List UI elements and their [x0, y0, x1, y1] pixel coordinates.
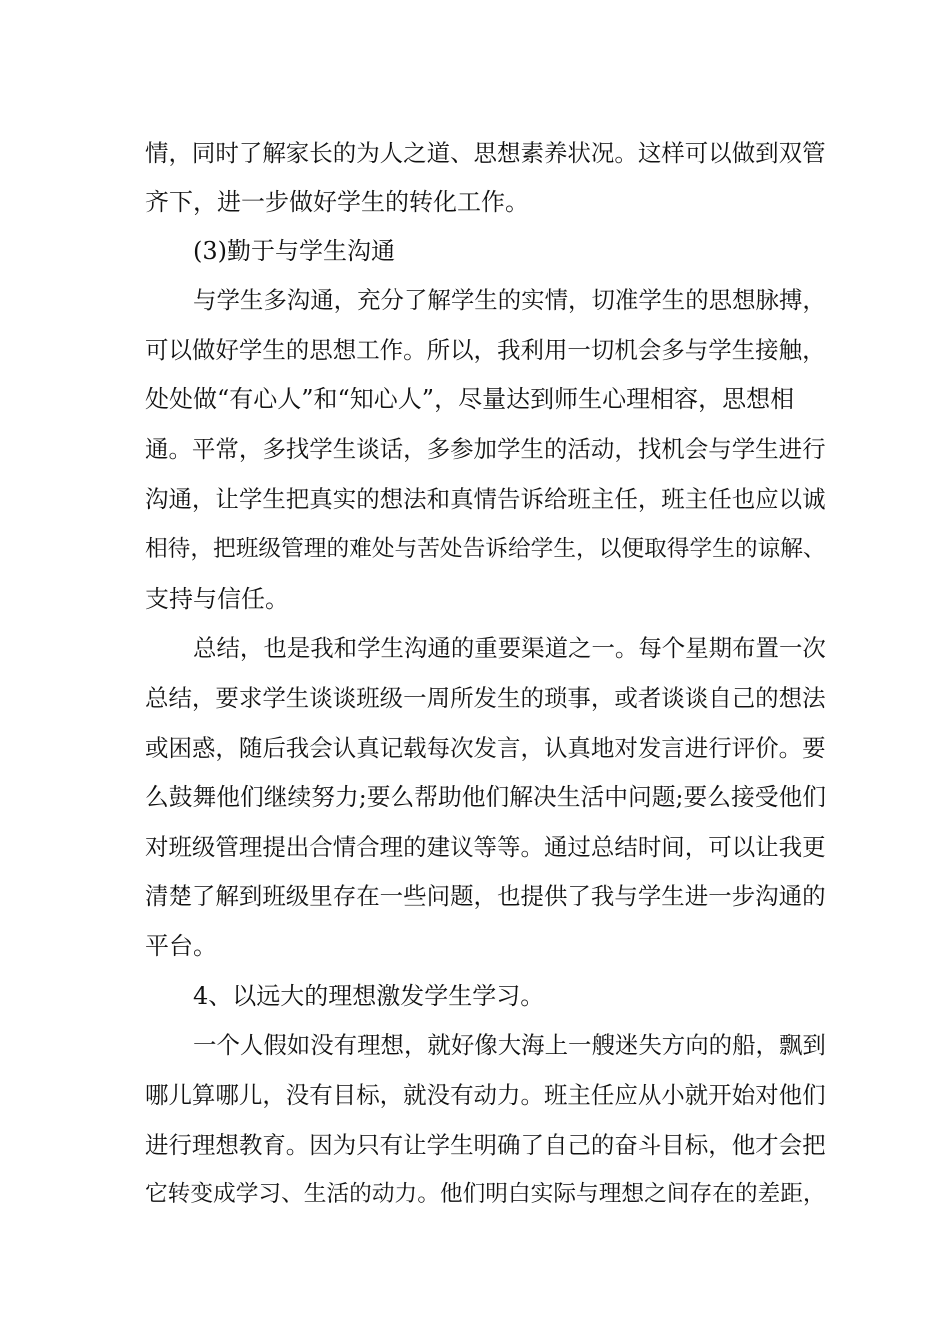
text-line: 一个人假如没有理想，就好像大海上一艘迷失方向的船，飘到: [193, 1031, 826, 1059]
text-line: 进行理想教育。因为只有让学生明确了自己的奋斗目标，他才会把: [145, 1131, 826, 1159]
text-line: 通。平常，多找学生谈话，多参加学生的活动，找机会与学生进行: [145, 435, 826, 463]
text-line: 对班级管理提出合情合理的建议等等。通过总结时间，可以让我更: [145, 833, 826, 861]
text-line: 总结，也是我和学生沟通的重要渠道之一。每个星期布置一次: [193, 634, 826, 662]
text-line: 齐下，进一步做好学生的转化工作。: [145, 188, 529, 216]
section-heading: 4、以远大的理想激发学生学习。: [193, 982, 545, 1010]
text-line: 处处做“有心人”和“知心人”，尽量达到师生心理相容，思想相: [145, 385, 795, 413]
text-line: 可以做好学生的思想工作。所以，我利用一切机会多与学生接触，: [145, 336, 826, 364]
text-line: 相待，把班级管理的难处与苦处告诉给学生，以便取得学生的谅解、: [145, 536, 826, 562]
text-line: 它转变成学习、生活的动力。他们明白实际与理想之间存在的差距，: [145, 1181, 826, 1207]
text-line: 哪儿算哪儿，没有目标，就没有动力。班主任应从小就开始对他们: [145, 1081, 826, 1109]
text-line: 支持与信任。: [145, 585, 289, 613]
text-line: 总结，要求学生谈谈班级一周所发生的琐事，或者谈谈自己的想法: [145, 684, 826, 712]
section-heading: (3)勤于与学生沟通: [193, 237, 395, 265]
text-line: 情，同时了解家长的为人之道、思想素养状况。这样可以做到双管: [145, 139, 826, 167]
text-line: 么鼓舞他们继续努力;要么帮助他们解决生活中问题;要么接受他们: [145, 783, 827, 811]
text-line: 沟通，让学生把真实的想法和真情告诉给班主任，班主任也应以诚: [145, 485, 826, 513]
text-line: 与学生多沟通，充分了解学生的实情，切准学生的思想脉搏，: [193, 286, 826, 314]
text-line: 清楚了解到班级里存在一些问题，也提供了我与学生进一步沟通的: [145, 882, 826, 910]
text-line: 或困惑，随后我会认真记载每次发言，认真地对发言进行评价。要: [145, 734, 826, 762]
text-line: 平台。: [145, 932, 217, 960]
